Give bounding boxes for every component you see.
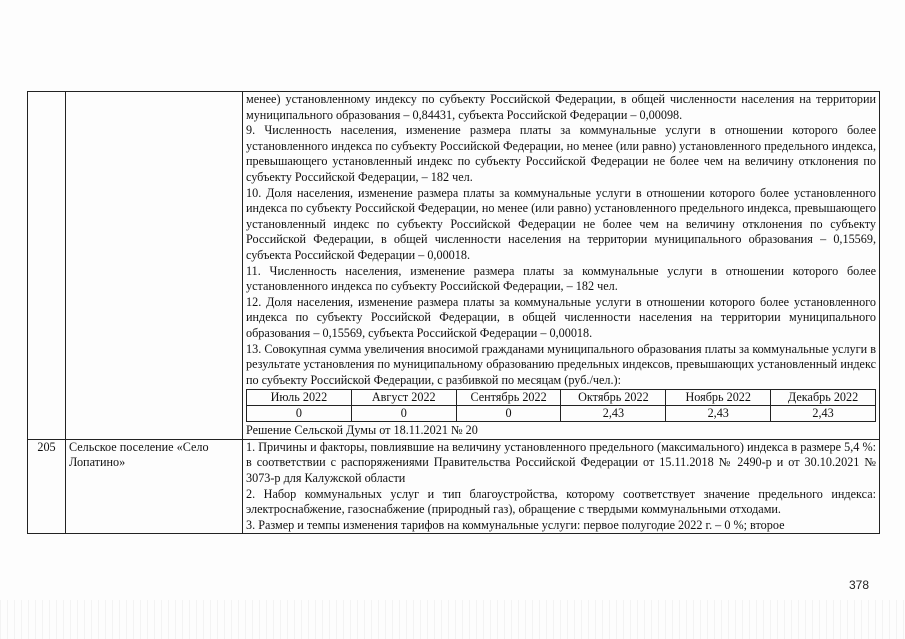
paragraph: 3. Размер и темпы изменения тарифов на коммунальные услуги: первое полугодие 2022 г. – 0 %; второе <box>246 517 785 532</box>
month-value: 2,43 <box>771 406 876 422</box>
paragraph: 9. Численность населения, изменение размера платы за коммунальные услуги в отношении которого более установленного индекса по субъекту Российской Федерации, но менее (или равно) установленного предельного индекса, превышающего установленный индекс по субъекту Российской Федерации не более чем на величину отклонения по субъекту Российской Федерации, – 182 чел. <box>246 123 876 184</box>
settlement-cell <box>66 92 243 440</box>
month-value: 2,43 <box>561 406 666 422</box>
table-header-row <box>247 390 876 406</box>
month-header: Август 2022 <box>351 390 456 406</box>
table-row <box>28 92 880 440</box>
month-header: Сентябрь 2022 <box>456 390 561 406</box>
paragraph: 10. Доля населения, изменение размера платы за коммунальные услуги в отношении которого более установленного индекса по субъекту Российской Федерации, но менее (или равно) установленного предельного индекса, превышающего установленный индекс по субъекту Российской Федерации не более чем на величину отклонения по субъекту Российской Федерации, в общей численности населения на территории муниципального образования – 0,15569, субъекта Российской Федерации – 0,00018. <box>246 185 876 262</box>
table-row <box>28 439 880 534</box>
scan-noise <box>0 600 905 639</box>
paragraph: 11. Численность населения, изменение размера платы за коммунальные услуги в отношении которого более установленного индекса по субъекту Российской Федерации, – 182 чел. <box>246 263 876 294</box>
month-header: Октябрь 2022 <box>561 390 666 406</box>
table-row <box>247 406 876 422</box>
month-header: Июль 2022 <box>247 390 352 406</box>
month-value: 0 <box>456 406 561 422</box>
paragraph: менее) установленному индексу по субъекту Российской Федерации, в общей численности населения на территории муниципального образования – 0,84431, субъекта Российской Федерации – 0,00098. <box>246 92 876 122</box>
description-cell <box>243 92 880 440</box>
month-header: Ноябрь 2022 <box>666 390 771 406</box>
settlements-table <box>27 91 880 534</box>
settlement-cell: Сельское поселение «Село Лопатино» <box>66 439 243 534</box>
monthly-increase-table <box>246 389 876 422</box>
description-cell <box>243 439 880 534</box>
decision-reference: Решение Сельской Думы от 18.11.2021 № 20 <box>246 423 478 438</box>
paragraph: 2. Набор коммунальных услуг и тип благоустройства, которому соответствует значение предельного индекса: электроснабжение, газоснабжение (природный газ), обращение с твердыми коммунальными отходами. <box>246 486 876 517</box>
paragraph: 1. Причины и факторы, повлиявшие на величину установленного предельного (максимального) индекса в размере 5,4 %: в соответствии с распоряжениями Правительства Российской Федерации от 15.11.2018 № 2490-р и от 30.10.2021 № 3073-р для Калужской области <box>246 439 876 486</box>
row-number-cell: 205 <box>28 439 66 534</box>
month-header: Декабрь 2022 <box>771 390 876 406</box>
paragraph: 13. Совокупная сумма увеличения вносимой гражданами муниципального образования платы за коммунальные услуги в результате установления по муниципальному образованию предельных индексов, превышающих установленный индекс по субъекту Российской Федерации, с разбивкой по месяцам (руб./чел.): <box>246 341 876 387</box>
month-value: 0 <box>247 406 352 422</box>
paragraph: 12. Доля населения, изменение размера платы за коммунальные услуги в отношении которого более установленного индекса по субъекту Российской Федерации, в общей численности населения на территории муниципального образования – 0,15569, субъекта Российской Федерации – 0,00018. <box>246 294 876 340</box>
month-value: 0 <box>351 406 456 422</box>
row-number-cell <box>28 92 66 440</box>
page-number: 378 <box>849 578 870 592</box>
month-value: 2,43 <box>666 406 771 422</box>
